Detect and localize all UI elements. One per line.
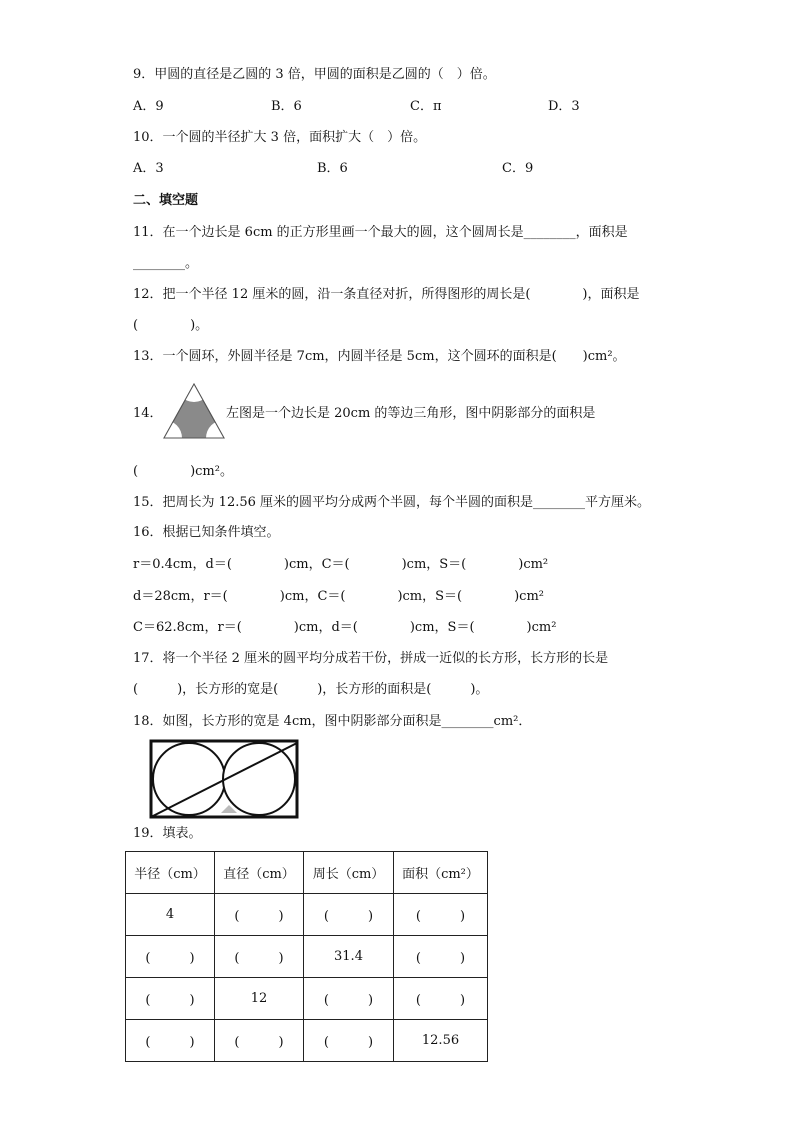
table-cell[interactable]: ( )	[126, 1020, 215, 1062]
table-header: 直径（cm）	[215, 852, 304, 894]
q16-title: 16．根据已知条件填空。	[133, 525, 280, 540]
q16-row-2: d＝28cm，r＝( )cm，C＝( )cm，S＝( )cm²	[133, 589, 545, 604]
table-cell[interactable]: ( )	[304, 894, 394, 936]
table-cell[interactable]: ( )	[215, 1020, 304, 1062]
q17-line2: ( )，长方形的宽是( )，长方形的面积是( )。	[133, 682, 489, 697]
q14-text: 左图是一个边长是 20cm 的等边三角形，图中阴影部分的面积是	[226, 406, 596, 421]
q10-option-b[interactable]: B．6	[317, 161, 348, 176]
table-header-row	[126, 852, 488, 894]
table-row	[126, 894, 488, 936]
section-heading: 二、填空题	[133, 193, 199, 208]
table-header: 周长（cm）	[304, 852, 394, 894]
q14-number: 14．	[133, 406, 163, 421]
table-cell[interactable]: ( )	[304, 1020, 394, 1062]
table-cell[interactable]: ( )	[304, 978, 394, 1020]
q10-text: 10．一个圆的半径扩大 3 倍，面积扩大（ ）倍。	[133, 130, 427, 145]
table-cell[interactable]: ( )	[126, 936, 215, 978]
table-cell: 12	[215, 978, 304, 1020]
table-cell[interactable]: ( )	[126, 978, 215, 1020]
q18-text: 18．如图，长方形的宽是 4cm，图中阴影部分面积是________cm²．	[133, 714, 532, 729]
q13-text: 13．一个圆环，外圆半径是 7cm，内圆半径是 5cm，这个圆环的面积是( )cm²。	[133, 349, 626, 364]
q15-text: 15．把周长为 12.56 厘米的圆平均分成两个半圆，每个半圆的面积是________平方厘米。	[133, 495, 651, 510]
q11-line1: 11．在一个边长是 6cm 的正方形里画一个最大的圆，这个圆周长是________，面积是	[133, 225, 628, 240]
q9-option-d[interactable]: D．3	[548, 99, 580, 114]
table-cell: 4	[126, 894, 215, 936]
q9-option-c[interactable]: C．π	[410, 99, 442, 114]
q12-line1: 12．把一个半径 12 厘米的圆，沿一条直径对折，所得图形的周长是( )，面积是	[133, 287, 640, 302]
table-cell[interactable]: ( )	[215, 936, 304, 978]
table-cell[interactable]: ( )	[394, 978, 488, 1020]
rectangle-circles-figure	[149, 739, 299, 819]
table-cell[interactable]: ( )	[215, 894, 304, 936]
q16-row-3: C＝62.8cm，r＝( )cm，d＝( )cm，S＝( )cm²	[133, 620, 557, 635]
table-row	[126, 936, 488, 978]
q16-row-1: r＝0.4cm，d＝( )cm，C＝( )cm，S＝( )cm²	[133, 557, 549, 572]
triangle-figure	[162, 382, 226, 442]
q10-option-c[interactable]: C．9	[502, 161, 534, 176]
table-header: 半径（cm）	[126, 852, 215, 894]
q9-text: 9．甲圆的直径是乙圆的 3 倍，甲圆的面积是乙圆的（ ）倍。	[133, 67, 496, 82]
q10-option-a[interactable]: A．3	[133, 161, 164, 176]
table-header: 面积（cm²）	[394, 852, 488, 894]
table-cell[interactable]: ( )	[394, 936, 488, 978]
q12-line2: ( )。	[133, 318, 209, 333]
table-cell: 12.56	[394, 1020, 488, 1062]
q14-line2: ( )cm²。	[133, 464, 233, 479]
table-cell[interactable]: ( )	[394, 894, 488, 936]
table-row	[126, 1020, 488, 1062]
q17-line1: 17．将一个半径 2 厘米的圆平均分成若干份，拼成一近似的长方形，长方形的长是	[133, 651, 609, 666]
fill-table	[125, 851, 488, 1062]
q9-option-a[interactable]: A．9	[133, 99, 164, 114]
table-row	[126, 978, 488, 1020]
q19-title: 19．填表。	[133, 826, 202, 841]
q9-option-b[interactable]: B．6	[271, 99, 302, 114]
table-cell: 31.4	[304, 936, 394, 978]
q11-line2: ________。	[133, 256, 199, 271]
